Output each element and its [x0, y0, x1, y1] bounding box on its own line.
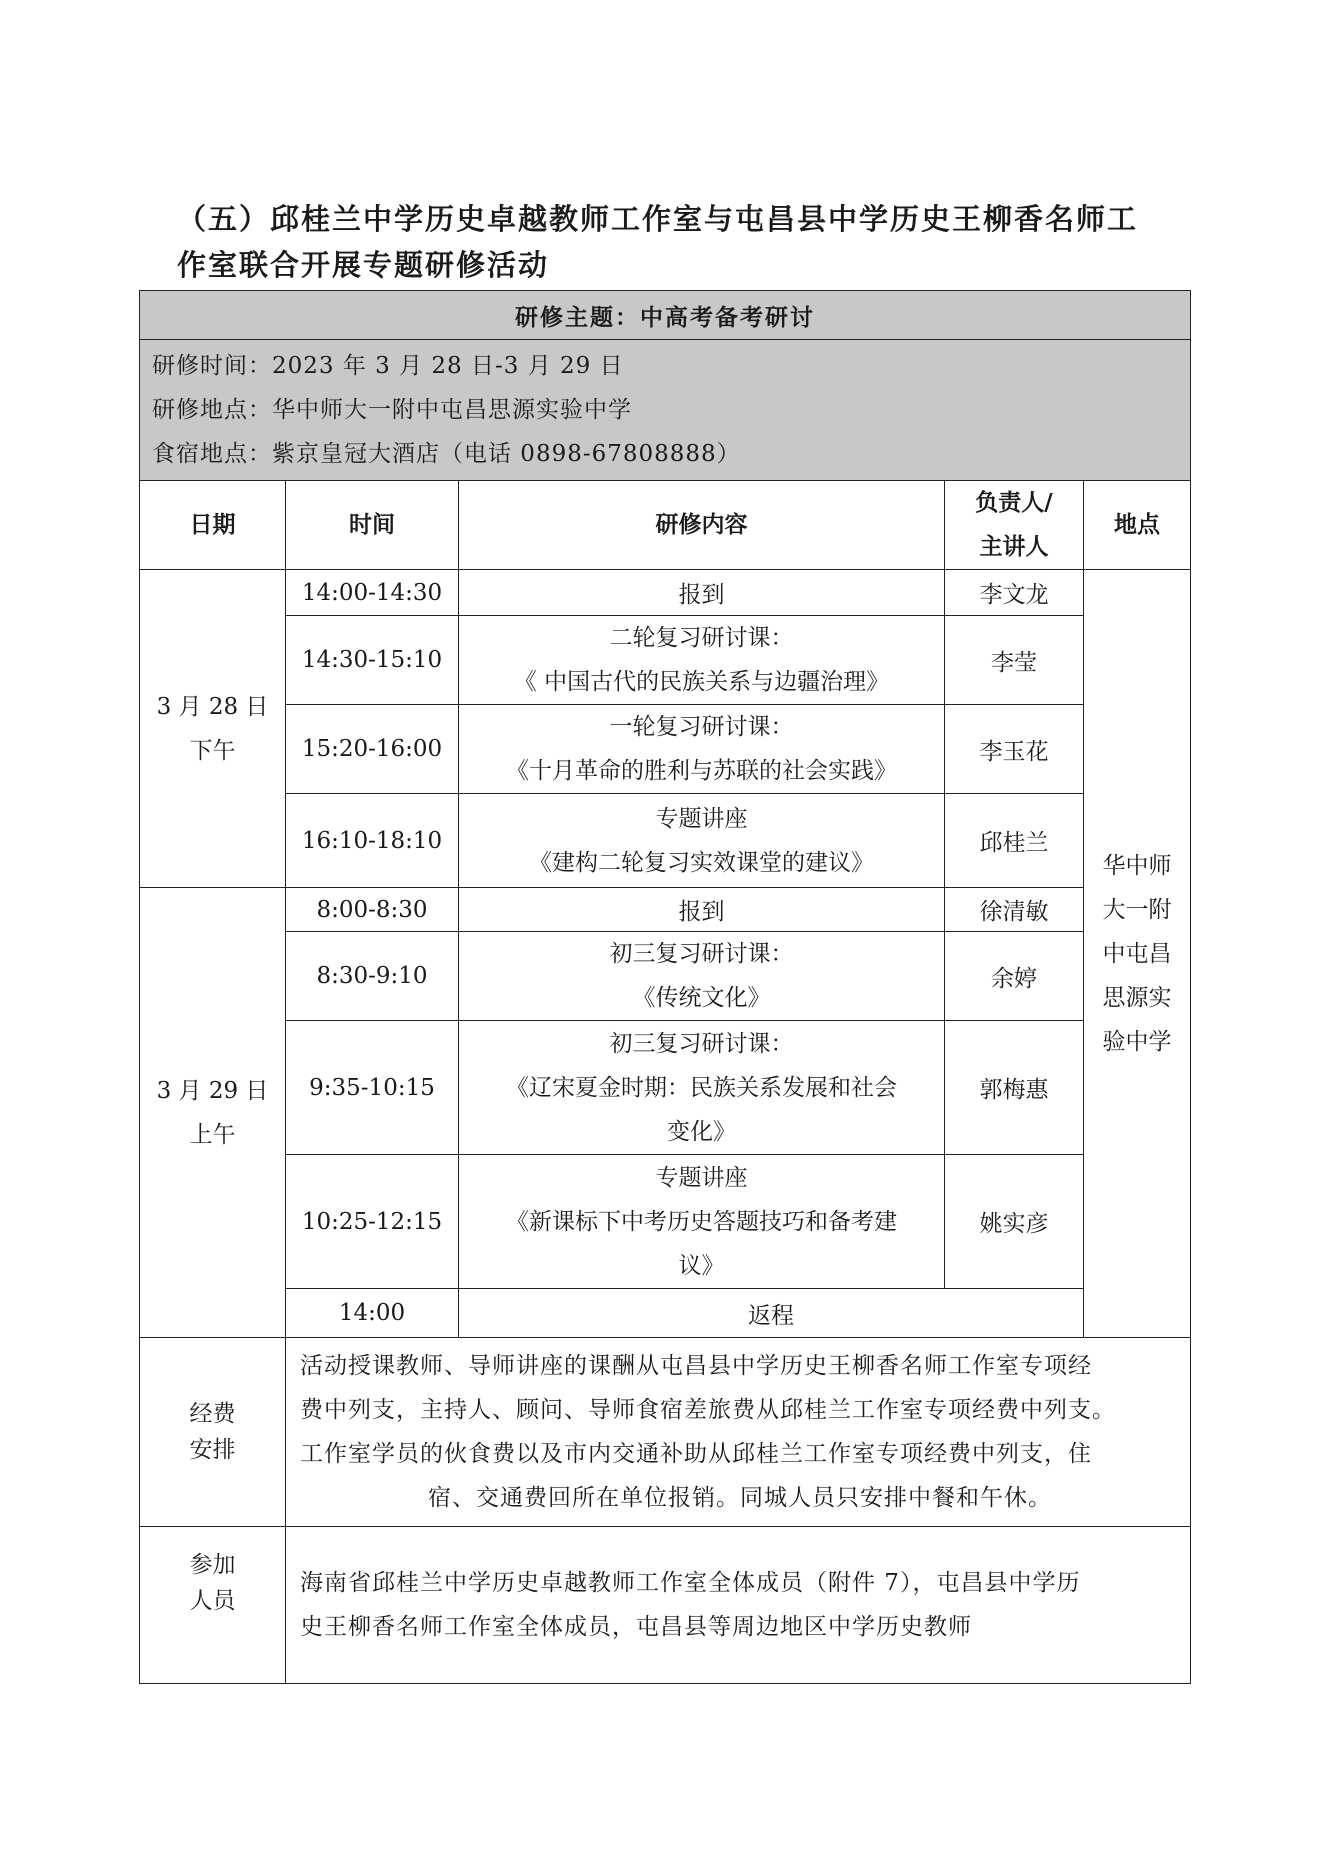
row-time: 16:10-18:10 [286, 794, 459, 888]
day2-period: 上午 [189, 1121, 236, 1148]
day1-period: 下午 [189, 737, 236, 764]
table-row [140, 570, 1191, 616]
row-content-line-3: 变化》 [667, 1118, 736, 1145]
row-time: 8:00-8:30 [286, 888, 459, 932]
funding-label-line-2: 安排 [189, 1437, 236, 1463]
table-row [140, 1021, 1191, 1155]
info-lodging: 食宿地点：紫京皇冠大酒店（电话 0898-67808888） [152, 441, 741, 467]
table-row [140, 932, 1191, 1021]
row-content-line-1: 初三复习研讨课： [609, 941, 794, 967]
info-cell [140, 340, 1191, 481]
row-content: 报到 [459, 570, 945, 616]
row-content [459, 932, 945, 1021]
row-content [459, 705, 945, 794]
table-row [140, 794, 1191, 888]
row-content-line-2: 《建构二轮复习实效课堂的建议》 [529, 849, 874, 876]
row-time: 8:30-9:10 [286, 932, 459, 1021]
day1-date-cell [140, 570, 286, 888]
funding-line-2: 费中列支，主持人、顾问、导师食宿差旅费从邱桂兰工作室专项经费中列支。 [300, 1397, 1116, 1423]
row-leader: 李莹 [945, 616, 1084, 705]
day1-date: 3 月 28 日 [156, 693, 269, 720]
attendees-text [286, 1527, 1191, 1684]
row-time: 15:20-16:00 [286, 705, 459, 794]
funding-line-1: 活动授课教师、导师讲座的课酬从屯昌县中学历史王柳香名师工作室专项经 [300, 1353, 1092, 1379]
info-time: 研修时间：2023 年 3 月 28 日-3 月 29 日 [152, 353, 624, 379]
info-venue: 研修地点：华中师大一附中屯昌思源实验中学 [152, 397, 632, 423]
table-row [140, 888, 1191, 932]
header-leader-line-1: 负责人/ [975, 490, 1053, 516]
row-content-line-2: 《新课标下中考历史答题技巧和备考建 [506, 1208, 897, 1235]
row-content-line-1: 一轮复习研讨课： [609, 714, 794, 740]
funding-line-3: 工作室学员的伙食费以及市内交通补助从邱桂兰工作室专项经费中列支，住 [300, 1441, 1092, 1467]
header-leader [945, 481, 1084, 570]
attendees-label-line-2: 人员 [189, 1588, 236, 1614]
row-content [459, 794, 945, 888]
place-line-2: 大一附 [1102, 896, 1172, 923]
row-content-line-1: 专题讲座 [655, 805, 748, 832]
funding-label-line-1: 经费 [189, 1401, 236, 1427]
place-cell [1084, 570, 1191, 1338]
row-time: 9:35-10:15 [286, 1021, 459, 1155]
funding-row [140, 1338, 1191, 1527]
header-place: 地点 [1084, 481, 1191, 570]
place-line-5: 验中学 [1102, 1028, 1172, 1055]
day2-date: 3 月 29 日 [156, 1077, 269, 1104]
row-leader: 姚实彦 [945, 1155, 1084, 1289]
row-content-line-2: 《 中国古代的民族关系与边疆治理》 [513, 669, 890, 695]
theme-cell: 研修主题：中高考备考研讨 [140, 291, 1191, 340]
row-content: 返程 [459, 1289, 1084, 1338]
row-content [459, 1155, 945, 1289]
row-content-line-1: 初三复习研讨课： [609, 1030, 794, 1057]
funding-text [286, 1338, 1191, 1527]
row-content-line-1: 二轮复习研讨课： [609, 625, 794, 651]
row-content: 报到 [459, 888, 945, 932]
row-leader: 郭梅惠 [945, 1021, 1084, 1155]
row-content [459, 616, 945, 705]
row-leader: 李玉花 [945, 705, 1084, 794]
row-content-line-2: 《传统文化》 [632, 985, 771, 1011]
attendees-line-1: 海南省邱桂兰中学历史卓越教师工作室全体成员（附件 7），屯昌县中学历 [300, 1570, 1081, 1596]
table-row [140, 705, 1191, 794]
schedule-table [139, 290, 1191, 1684]
day2-date-cell [140, 888, 286, 1338]
row-content-line-1: 专题讲座 [655, 1164, 748, 1191]
table-row [140, 1289, 1191, 1338]
heading-line-2: 作室联合开展专题研修活动 [177, 248, 550, 282]
header-row [140, 481, 1191, 570]
row-content-line-2: 《十月革命的胜利与苏联的社会实践》 [506, 758, 897, 784]
row-content-line-2: 《辽宋夏金时期：民族关系发展和社会 [506, 1074, 897, 1101]
row-leader: 邱桂兰 [945, 794, 1084, 888]
attendees-label [140, 1527, 286, 1684]
row-content [459, 1021, 945, 1155]
attendees-label-line-1: 参加 [189, 1552, 236, 1578]
place-line-1: 华中师 [1102, 852, 1172, 879]
attendees-row [140, 1527, 1191, 1684]
funding-label [140, 1338, 286, 1527]
row-leader: 余婷 [945, 932, 1084, 1021]
header-leader-line-2: 主讲人 [979, 534, 1049, 560]
header-content: 研修内容 [459, 481, 945, 570]
row-content-line-3: 议》 [678, 1252, 725, 1279]
header-time: 时间 [286, 481, 459, 570]
heading-line-1: （五）邱桂兰中学历史卓越教师工作室与屯昌县中学历史王柳香名师工 [177, 202, 1139, 236]
place-line-4: 思源实 [1102, 984, 1172, 1011]
row-time: 14:30-15:10 [286, 616, 459, 705]
row-leader: 徐清敏 [945, 888, 1084, 932]
place-line-3: 中屯昌 [1102, 940, 1172, 967]
header-date: 日期 [140, 481, 286, 570]
section-heading [177, 196, 1197, 288]
table-row [140, 1155, 1191, 1289]
table-row [140, 616, 1191, 705]
row-time: 14:00-14:30 [286, 570, 459, 616]
row-leader: 李文龙 [945, 570, 1084, 616]
attendees-line-2: 史王柳香名师工作室全体成员，屯昌县等周边地区中学历史教师 [300, 1614, 972, 1640]
row-time: 10:25-12:15 [286, 1155, 459, 1289]
funding-line-4: 宿、交通费回所在单位报销。同城人员只安排中餐和午休。 [428, 1485, 1053, 1511]
row-time: 14:00 [286, 1289, 459, 1338]
